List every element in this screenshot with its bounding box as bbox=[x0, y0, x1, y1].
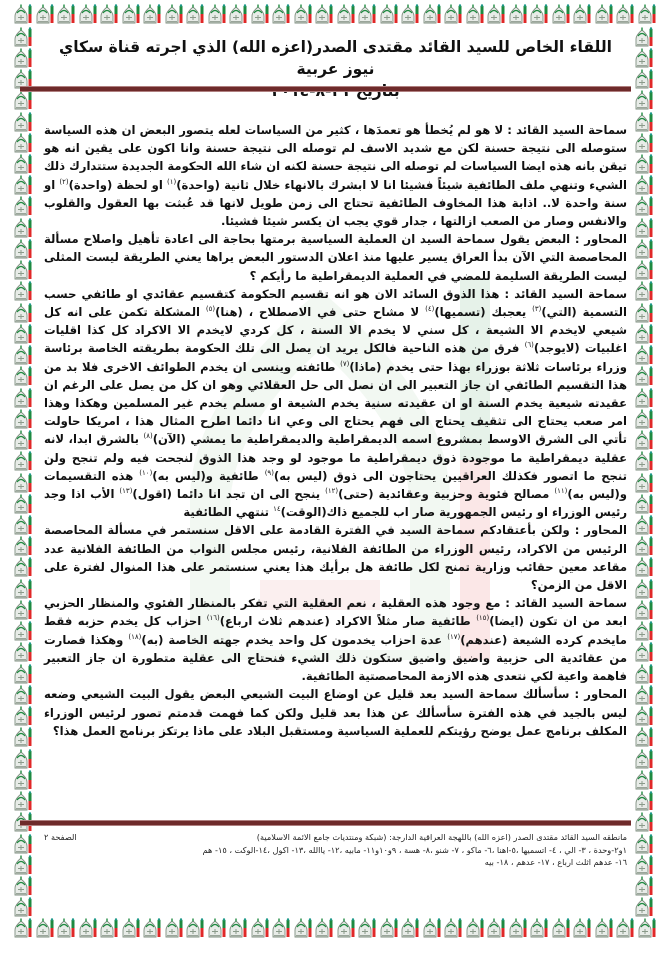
mosque-icon bbox=[14, 4, 33, 24]
mosque-icon bbox=[635, 154, 654, 174]
mosque-icon bbox=[251, 918, 270, 938]
mosque-icon bbox=[638, 918, 657, 938]
mosque-icon bbox=[14, 218, 33, 238]
mosque-icon bbox=[57, 918, 76, 938]
mosque-icon bbox=[14, 621, 33, 641]
mosque-icon bbox=[509, 918, 528, 938]
mosque-icon bbox=[14, 366, 33, 386]
mosque-icon bbox=[79, 4, 98, 24]
glossary-line-2: ١٦- عدهم اثلث ارباع ، ١٧- عدهم ، ١٨- بيه bbox=[484, 857, 627, 867]
mosque-icon bbox=[294, 4, 313, 24]
mosque-icon bbox=[14, 897, 33, 917]
mosque-icon bbox=[635, 494, 654, 514]
mosque-icon bbox=[635, 388, 654, 408]
mosque-icon bbox=[14, 664, 33, 684]
mosque-icon bbox=[552, 4, 571, 24]
mosque-icon bbox=[595, 4, 614, 24]
mosque-icon bbox=[272, 918, 291, 938]
footnote-marker: (٥) bbox=[205, 305, 216, 314]
page-number: الصفحة ٢ bbox=[44, 832, 77, 842]
mosque-icon bbox=[401, 918, 420, 938]
paragraph: سماحة السيد القائد : لا هو لم يُخطأ هو تعمدَها ، كثير من السياسات لعله يتصور البعض ان هذه السياسة ستوصله الى نتيجة حسنة لكن مع شديد الاسف لم توصله الى نتيجة حسنة وانا اكون على يقين انه هو تيقن بانه هذه ايضا السياسات لم توصله الى نتيجة حسنة لكنه ان شاء الله الحكومة الجديدة ستتدارك ذلك الشيء وتنهي ملف الطائفية شيئاً فشيئا انا لا ابشرك بالانهاء خلال ثانية (واحدة)$^{(١)}$ او لحظة (واحدة)$^{(٢)}$ او سنة واحدة لا.. اذابة هذا المخاوف الطائفية تحتاج الى زمن طويل لانها قد عُبثت بها العقول والقلوب والانفس وصار من الصعب ازالتها ، جدار قوي يجب ان يكسر شيئا فشيئا. bbox=[44, 123, 628, 229]
mosque-icon bbox=[229, 918, 248, 938]
mosque-icon bbox=[14, 770, 33, 790]
mosque-icon bbox=[635, 536, 654, 556]
mosque-icon bbox=[14, 260, 33, 280]
mosque-icon bbox=[294, 918, 313, 938]
mosque-icon bbox=[635, 579, 654, 599]
mosque-icon bbox=[595, 918, 614, 938]
mosque-icon bbox=[509, 4, 528, 24]
paragraph: سماحة السيد القائد : هذا الذوق السائد الان هو انه تقسيم الحكومة كتقسيم عقائدي او طائفي حسب التسمية (التي)$^{(٣)}$ يعجبك (تسميها)$^{(٤)}$ لا مشاح حتى في الاصطلاح ، (هنا)$^{(٥)}$ المشكلة تكمن على انه كل شيعي لايخدم الا الشيعة ، كل سني لا يخدم الا السنة ، كل كردي لايخدم الا الاكراد كل كذا اقليات اغلبيات (لايوجد)$^{(٦)}$ فرق من هذه الناحية فالكل يريد ان يصل الى تلك الحكومة بطريقته الخاصة برئاسة وزراء برئاسات ثلاثة بوزراء بهذا حتى يخدم (ماذا)$^{(٧)}$ طائفته وينسى ان يخدم الطوائف الاخرى فلا بد من هذا التقسيم الطائفي ان جاز التعبير الى ان نصل الى حل العقلائي وهو ان كل من يصل على الرغم ان عقيدته شيعية يخدم السنة او ان عقيدته سنية يخدم الشيعة او مسلم يخدم غير المسلمين وهكذا وهذا امر صعب يحتاج الى تثقيف يحتاج الى فهم يحتاج الى وعي انا دائما اطرح المثال هذا ، امريكا حاولت تأتي الى الشرق الاوسط بمشروع اسمه الديمقراطية والديمقراطية ما يمشي (الآن)$^{(٨)}$ بالشرق ابدا، لانه عقلية ديمقراطية ما موجودة ذوق ديمقراطية ما موجود لو وجد هذا الذوق لنجحت فيه ولم تنجح ولن تنجح ما اتصور فكذلك العراقيين يحتاجون الى ذوق (ليس به)$^{(٩)}$ طائفية و(ليس به)$^{(١٠)}$ هذه التقسيمات و(ليس به)$^{(١١)}$ مصالح فئوية وحزبية وعقائدية (حتى)$^{(١٢)}$ ينجح الى ان تجد انا دائما (اقول)$^{(١٣)}$ الأب اذا وجد رئيس الوزراء او رئيس الجمهورية صار اب للجميع ذاك(الوقت)$^{١٤}$ تنتهي الطائفية bbox=[44, 286, 628, 520]
mosque-icon bbox=[635, 345, 654, 365]
footnote-marker: (٨) bbox=[143, 432, 153, 441]
mosque-icon bbox=[423, 4, 442, 24]
mosque-icon bbox=[635, 27, 654, 47]
footnote-marker: (٢) bbox=[59, 177, 69, 186]
mosque-icon bbox=[635, 706, 654, 726]
mosque-icon bbox=[143, 918, 162, 938]
mosque-icon bbox=[14, 834, 33, 854]
decorative-border-bottom bbox=[14, 918, 657, 940]
mosque-icon bbox=[14, 727, 33, 747]
mosque-icon bbox=[635, 239, 654, 259]
mosque-icon bbox=[635, 749, 654, 769]
mosque-icon bbox=[616, 918, 635, 938]
mosque-icon bbox=[635, 876, 654, 896]
mosque-icon bbox=[14, 154, 33, 174]
mosque-icon bbox=[635, 600, 654, 620]
mosque-icon bbox=[14, 855, 33, 875]
mosque-icon bbox=[79, 918, 98, 938]
mosque-icon bbox=[635, 770, 654, 790]
mosque-icon bbox=[208, 4, 227, 24]
header-divider bbox=[20, 86, 631, 92]
mosque-icon bbox=[635, 642, 654, 662]
mosque-icon bbox=[635, 112, 654, 132]
footer-divider bbox=[20, 820, 631, 826]
mosque-icon bbox=[14, 473, 33, 493]
mosque-icon bbox=[122, 918, 141, 938]
mosque-icon bbox=[337, 918, 356, 938]
mosque-icon bbox=[638, 4, 657, 24]
mosque-icon bbox=[14, 579, 33, 599]
mosque-icon bbox=[635, 621, 654, 641]
mosque-icon bbox=[57, 4, 76, 24]
mosque-icon bbox=[466, 918, 485, 938]
decorative-border-right bbox=[635, 26, 657, 918]
mosque-icon bbox=[635, 664, 654, 684]
mosque-icon bbox=[337, 4, 356, 24]
mosque-icon bbox=[14, 600, 33, 620]
mosque-icon bbox=[358, 918, 377, 938]
footer-source-network: (شبكة ومنتديات جامع الائمة الاسلامية) bbox=[256, 832, 387, 842]
mosque-icon bbox=[14, 685, 33, 705]
decorative-border-top bbox=[14, 4, 657, 26]
mosque-icon bbox=[14, 706, 33, 726]
mosque-icon bbox=[36, 4, 55, 24]
footnote-marker: ١٤ bbox=[273, 505, 281, 514]
mosque-icon bbox=[14, 918, 33, 938]
mosque-icon bbox=[14, 48, 33, 68]
mosque-icon bbox=[635, 366, 654, 386]
paragraph: المحاور : البعض يقول سماحة السيد ان العملية السياسية برمتها بحاجة الى اعادة تأهيل واصلاح مسألة المحاصصة التي الآن بدأ العراق يسير عليها منذ اعلان الدستور البعض يراها يعني الطريقة ليست المثلى ليست الطريقة السليمة للمضي في العملية الديمقراطية ما رأيكم ؟ bbox=[44, 232, 627, 283]
mosque-icon bbox=[315, 918, 334, 938]
mosque-icon bbox=[635, 855, 654, 875]
mosque-icon bbox=[14, 430, 33, 450]
mosque-icon bbox=[14, 281, 33, 301]
mosque-icon bbox=[635, 69, 654, 89]
mosque-icon bbox=[165, 4, 184, 24]
mosque-icon bbox=[530, 918, 549, 938]
mosque-icon bbox=[165, 918, 184, 938]
mosque-icon bbox=[635, 897, 654, 917]
mosque-icon bbox=[401, 4, 420, 24]
mosque-icon bbox=[14, 90, 33, 110]
mosque-icon bbox=[635, 430, 654, 450]
mosque-icon bbox=[635, 409, 654, 429]
mosque-icon bbox=[14, 451, 33, 471]
mosque-icon bbox=[14, 876, 33, 896]
mosque-icon bbox=[635, 175, 654, 195]
footnote-marker: (١١) bbox=[554, 487, 568, 496]
decorative-border-left bbox=[14, 26, 36, 918]
footnote-marker: (١٥) bbox=[476, 614, 490, 623]
paragraph: سماحة السيد القائد : مع وجود هذه العقلية ، نعم العقلية التي تفكر بالمنظار الفئوي والمنظار الحزبي ابعد من ان تكون (ايضا)$^{(١٥)}$ طائفية صار مثلاً الاكراد (عندهم ثلاث ارباع)$^{(١٦)}$ احزاب كل يخدم حزبه فقط مايخدم كرده الشيعة (عندهم)$^{(١٧)}$ عدة احزاب يخدمون كل واحد يخدم جهته الخاصة (به)$^{(١٨)}$ وهكذا فصارت من عقائدية الى حزبية واضيق واضيق ستكون ذلك الشيء فنحتاج الى عقلية متطورة ان جاز التعبير فاهمة واعية لكي نتعدى هذه الازمة المحاصصتية الطائفية. bbox=[44, 596, 627, 684]
mosque-icon bbox=[635, 515, 654, 535]
mosque-icon bbox=[14, 345, 33, 365]
interview-body bbox=[44, 121, 627, 740]
footnote-marker: (١) bbox=[167, 177, 177, 186]
mosque-icon bbox=[14, 303, 33, 323]
mosque-icon bbox=[573, 918, 592, 938]
mosque-icon bbox=[635, 557, 654, 577]
footnote-marker: (١٣) bbox=[119, 487, 133, 496]
glossary-line-1: ١و٢-وحدة ، ٣- الي ، ٤- اتسميها ،٥-اهنا ،٦- ماكو ، ٧- شنو ،٨- هسة ، ٩و١٠و١١- مابيه ،١٢- ياالله ،١٣- اكول ،١٤-الوكت ، ١٥- هم bbox=[202, 844, 627, 855]
mosque-icon bbox=[14, 175, 33, 195]
paragraph: المحاور : ولكن بأعتقادكم سماحة السيد في الفترة القادمة على الاقل سنستمر في مسألة المحاصصة الرئيس من الاكراد، رئيس الوزراء من الطائفة الفلانية، رئيس مجلس النواب من الطائفة الفلانية عدد مقاعد معين حقائب وزارية تمنح لكل طائفة هل برأيك هذا يعني سنستمر على هذا المنوال لفترة على الاقل من الزمن؟ bbox=[44, 523, 627, 593]
mosque-icon bbox=[635, 218, 654, 238]
mosque-icon bbox=[444, 4, 463, 24]
paragraph: المحاور : سأسألك سماحة السيد بعد قليل عن اوضاع البيت الشيعي البعض يقول البيت الشيعي وضعه ليس بالجيد في هذه الفترة سأسألك عن هذا بعد قليل ولكن كما فهمت قدمتم تصور لرئيس الوزراء المكلف برنامج عمل يوضح رؤيتكم للعملية السياسية ومستقبل البلاد على ماذا يرتكز برنامج العمل هذا؟ bbox=[44, 687, 627, 738]
mosque-icon bbox=[530, 4, 549, 24]
mosque-icon bbox=[229, 4, 248, 24]
mosque-icon bbox=[616, 4, 635, 24]
mosque-icon bbox=[635, 48, 654, 68]
mosque-icon bbox=[423, 918, 442, 938]
mosque-icon bbox=[635, 260, 654, 280]
mosque-icon bbox=[635, 727, 654, 747]
page-footer bbox=[44, 831, 627, 869]
mosque-icon bbox=[143, 4, 162, 24]
mosque-icon bbox=[186, 918, 205, 938]
footnote-marker: (١٨) bbox=[128, 632, 142, 641]
mosque-icon bbox=[122, 4, 141, 24]
footnote-marker: (١٧) bbox=[447, 632, 461, 641]
mosque-icon bbox=[14, 494, 33, 514]
document-title bbox=[44, 36, 627, 102]
mosque-icon bbox=[14, 642, 33, 662]
mosque-icon bbox=[14, 133, 33, 153]
mosque-icon bbox=[315, 4, 334, 24]
mosque-icon bbox=[14, 536, 33, 556]
mosque-icon bbox=[380, 918, 399, 938]
mosque-icon bbox=[635, 834, 654, 854]
mosque-icon bbox=[635, 90, 654, 110]
mosque-icon bbox=[552, 918, 571, 938]
mosque-icon bbox=[487, 4, 506, 24]
mosque-icon bbox=[100, 918, 119, 938]
footnote-marker: (١٢) bbox=[325, 487, 339, 496]
mosque-icon bbox=[14, 27, 33, 47]
mosque-icon bbox=[635, 812, 654, 832]
mosque-icon bbox=[14, 196, 33, 216]
mosque-icon bbox=[635, 791, 654, 811]
mosque-icon bbox=[635, 324, 654, 344]
mosque-icon bbox=[635, 473, 654, 493]
footnote-marker: (٤) bbox=[425, 305, 435, 314]
mosque-icon bbox=[635, 133, 654, 153]
mosque-icon bbox=[635, 281, 654, 301]
document-page bbox=[44, 26, 627, 914]
mosque-icon bbox=[635, 303, 654, 323]
mosque-icon bbox=[14, 239, 33, 259]
mosque-icon bbox=[100, 4, 119, 24]
mosque-icon bbox=[36, 918, 55, 938]
mosque-icon bbox=[466, 4, 485, 24]
footnote-marker: (٦) bbox=[524, 341, 534, 350]
mosque-icon bbox=[272, 4, 291, 24]
mosque-icon bbox=[380, 4, 399, 24]
footnote-marker: (٧) bbox=[340, 359, 350, 368]
mosque-icon bbox=[14, 324, 33, 344]
title-line-1: اللقاء الخاص للسيد القائد مقتدى الصدر(اعزه الله) الذي اجرته قناة سكاي نيوز عربية bbox=[59, 38, 612, 78]
footer-source-label: مانطقه السيد القائد مقتدى الصدر (اعزه الله) باللهجة العراقية الدارجة: bbox=[389, 832, 627, 842]
mosque-icon bbox=[635, 196, 654, 216]
footnote-marker: (١٠) bbox=[139, 469, 153, 477]
mosque-icon bbox=[208, 918, 227, 938]
mosque-icon bbox=[14, 112, 33, 132]
mosque-icon bbox=[14, 791, 33, 811]
footnote-marker: (٣) bbox=[532, 305, 542, 314]
mosque-icon bbox=[487, 918, 506, 938]
mosque-icon bbox=[14, 557, 33, 577]
mosque-icon bbox=[14, 515, 33, 535]
mosque-icon bbox=[358, 4, 377, 24]
mosque-icon bbox=[14, 409, 33, 429]
mosque-icon bbox=[635, 685, 654, 705]
mosque-icon bbox=[635, 451, 654, 471]
mosque-icon bbox=[14, 749, 33, 769]
footnote-marker: (١٦) bbox=[206, 614, 220, 623]
mosque-icon bbox=[573, 4, 592, 24]
mosque-icon bbox=[186, 4, 205, 24]
mosque-icon bbox=[444, 918, 463, 938]
footnote-marker: (٩) bbox=[264, 469, 274, 477]
mosque-icon bbox=[251, 4, 270, 24]
mosque-icon bbox=[14, 388, 33, 408]
